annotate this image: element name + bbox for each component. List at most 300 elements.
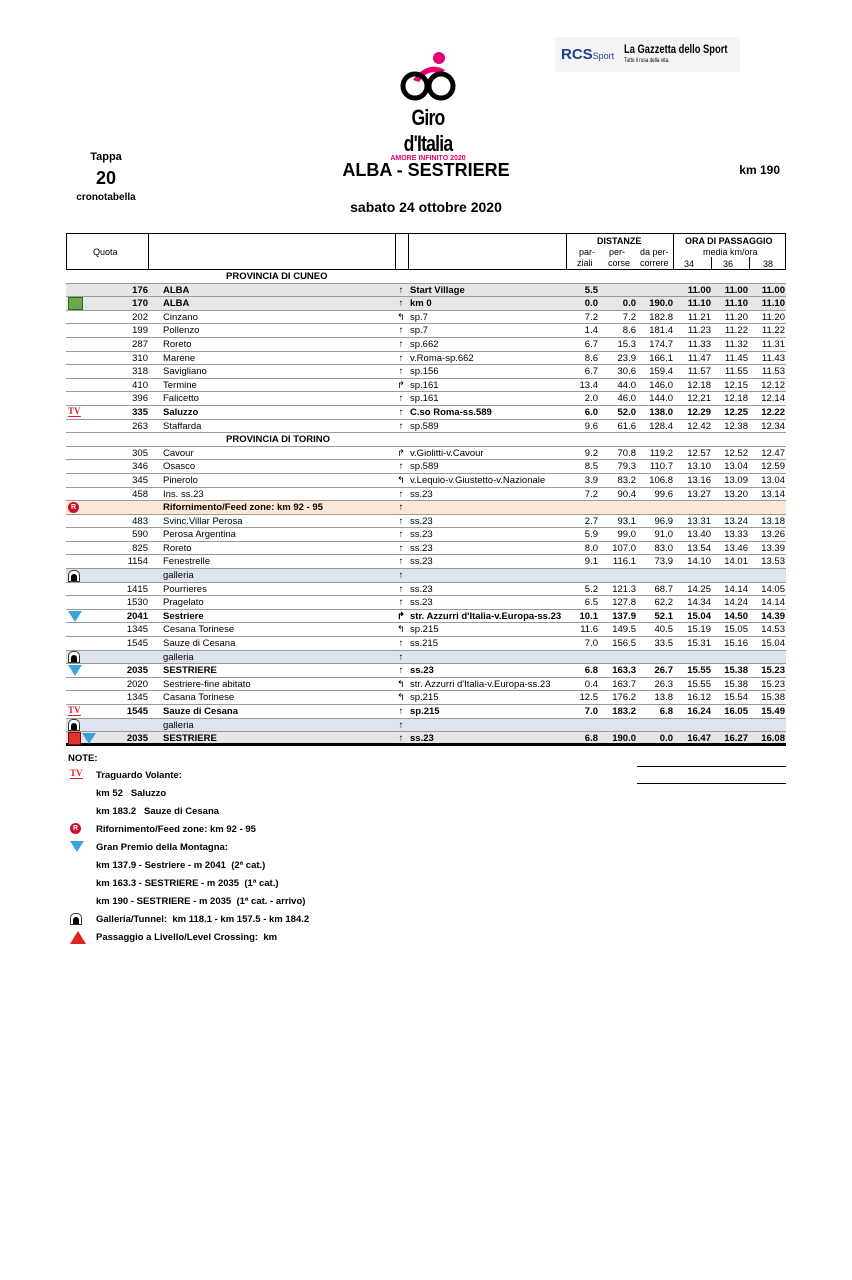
table-row	[66, 637, 786, 651]
km-covered: 107.0	[612, 542, 636, 554]
rcs-sport-logo	[555, 46, 614, 63]
km-partial: 1.4	[584, 325, 598, 337]
time-34: 13.31	[687, 515, 711, 527]
time-34: 11.10	[687, 298, 711, 310]
table-row	[66, 460, 786, 474]
time-34: 11.23	[687, 325, 711, 337]
altitude: 1530	[126, 597, 148, 609]
signature-line	[637, 783, 786, 784]
km-partial: 9.2	[584, 447, 598, 459]
time-34: 13.40	[687, 529, 711, 541]
table-row	[66, 420, 786, 434]
time-38: 13.14	[761, 488, 785, 500]
road: Start Village	[410, 284, 465, 296]
note-item: Gran Premio della Montagna:	[96, 842, 228, 853]
location: Cavour	[163, 447, 194, 459]
road: sp.215	[410, 706, 440, 717]
gazzetta-logo	[624, 43, 727, 67]
km-covered: 23.9	[617, 352, 636, 364]
altitude: 483	[132, 515, 148, 527]
direction-icon: ↰	[397, 624, 405, 636]
km-covered: 156.5	[612, 638, 636, 650]
mountain-prize-icon	[70, 841, 84, 852]
km-remaining: 166.1	[649, 352, 673, 364]
gazzetta-tagline: Tutto il rosa della vita.	[624, 57, 670, 64]
km-remaining: 26.3	[654, 678, 673, 690]
rcs-sub: Sport	[592, 51, 615, 61]
time-34: 11.47	[687, 352, 711, 364]
km-covered: 163.3	[612, 665, 636, 677]
location: Falicetto	[163, 393, 199, 405]
time-34: 16.24	[687, 706, 711, 717]
km-covered: 0.0	[622, 298, 636, 310]
km-partial: 6.5	[584, 597, 598, 609]
tunnel-icon	[68, 651, 80, 663]
altitude: 263	[132, 420, 148, 432]
note-item: Rifornimento/Feed zone: km 92 - 95	[96, 824, 256, 835]
direction-icon: ↑	[398, 542, 404, 554]
km-covered: 137.9	[612, 610, 636, 622]
km-covered: 61.6	[617, 420, 636, 432]
time-36: 11.00	[724, 284, 748, 296]
altitude: 1415	[126, 583, 148, 595]
direction-icon: ↑	[398, 488, 404, 500]
location: galleria	[163, 651, 194, 663]
time-38: 12.22	[761, 406, 785, 418]
altitude: 346	[132, 461, 148, 473]
road: ss.23	[410, 488, 433, 500]
header-quota: Quota	[93, 247, 118, 257]
province-name: PROVINCIA DI TORINO	[226, 434, 330, 446]
table-row	[66, 297, 786, 311]
stage-type: cronotabella	[76, 192, 136, 203]
time-38: 13.26	[761, 529, 785, 541]
altitude: 310	[132, 352, 148, 364]
time-38: 14.53	[761, 624, 785, 636]
note-item: Passaggio a Livello/Level Crossing: km	[96, 932, 278, 943]
table-body	[66, 270, 786, 746]
time-36: 14.50	[724, 610, 748, 622]
time-34: 16.47	[687, 733, 711, 745]
header-dapercorrere-1: da per-	[640, 247, 669, 257]
location: SESTRIERE	[163, 665, 217, 677]
time-34: 15.04	[687, 610, 711, 622]
time-34: 11.00	[687, 284, 711, 296]
road: v.Giolitti-v.Cavour	[410, 447, 484, 459]
location: Savigliano	[163, 366, 207, 378]
direction-icon: ↑	[398, 529, 404, 541]
location: Fenestrelle	[163, 556, 210, 568]
time-36: 13.09	[724, 474, 748, 486]
km-remaining: 33.5	[654, 638, 673, 650]
direction-icon: ↑	[398, 502, 404, 514]
km-covered: 149.5	[612, 624, 636, 636]
km-covered: 52.0	[617, 406, 636, 418]
header-speed-34: 34	[684, 259, 695, 269]
time-38: 12.34	[761, 420, 785, 432]
altitude: 1345	[126, 692, 148, 704]
location: Pragelato	[163, 597, 204, 609]
time-38: 15.38	[761, 692, 785, 704]
table-row	[66, 705, 786, 719]
direction-icon: ↑	[398, 570, 404, 582]
time-38: 15.23	[761, 665, 785, 677]
altitude: 2041	[126, 610, 148, 622]
time-34: 15.55	[687, 678, 711, 690]
location: Roreto	[163, 542, 192, 554]
km-remaining: 68.7	[654, 583, 673, 595]
time-38: 11.20	[761, 311, 785, 323]
altitude: 396	[132, 393, 148, 405]
location: Pollenzo	[163, 325, 200, 337]
road: sp.215	[410, 692, 439, 704]
km-partial: 5.5	[584, 284, 598, 296]
km-remaining: 110.7	[649, 461, 673, 473]
road: ss.23	[410, 597, 433, 609]
notes-title: NOTE:	[68, 753, 98, 764]
altitude: 199	[132, 325, 148, 337]
direction-icon: ↑	[398, 284, 404, 296]
km-remaining: 146.0	[649, 379, 673, 391]
time-36: 15.54	[724, 692, 748, 704]
km-covered: 176.2	[612, 692, 636, 704]
direction-icon: ↰	[397, 678, 405, 690]
table-row	[66, 515, 786, 529]
road: km 0	[410, 298, 432, 310]
location: Roreto	[163, 338, 192, 350]
province-name: PROVINCIA DI CUNEO	[226, 271, 328, 282]
time-36: 11.55	[724, 366, 748, 378]
time-38: 16.08	[761, 733, 785, 745]
table-row	[66, 392, 786, 406]
time-36: 13.04	[724, 461, 748, 473]
location: ALBA	[163, 284, 190, 296]
note-item: km 163.3 - SESTRIERE - m 2035 (1ª cat.)	[96, 878, 279, 889]
table-row	[66, 691, 786, 705]
road: ss.23	[410, 665, 434, 677]
table-row	[66, 338, 786, 352]
tv-icon: TV	[68, 705, 81, 716]
gazzetta-text: La Gazzetta dello Sport	[624, 41, 728, 56]
km-covered: 44.0	[617, 379, 636, 391]
km-partial: 7.0	[584, 638, 598, 650]
location: Sestriere	[163, 610, 204, 622]
km-covered: 183.2	[612, 706, 636, 717]
km-partial: 2.7	[584, 515, 598, 527]
km-partial: 0.4	[584, 678, 598, 690]
road: sp.662	[410, 338, 439, 350]
km-remaining: 13.8	[654, 692, 673, 704]
table-row	[66, 501, 786, 515]
altitude: 335	[132, 406, 148, 418]
km-partial: 13.4	[579, 379, 598, 391]
note-item: Traguardo Volante:	[96, 770, 182, 781]
road: v.Lequio-v.Giustetto-v.Nazionale	[410, 474, 546, 486]
timetable	[66, 233, 786, 746]
direction-icon: ↑	[398, 325, 404, 337]
direction-icon: ↰	[397, 692, 405, 704]
time-36: 15.05	[724, 624, 748, 636]
altitude: 410	[132, 379, 148, 391]
location: Ins. ss.23	[163, 488, 204, 500]
km-remaining: 0.0	[659, 733, 673, 745]
table-row	[66, 352, 786, 366]
table-row	[66, 311, 786, 325]
table-row	[66, 284, 786, 298]
km-covered: 163.7	[612, 678, 636, 690]
km-covered: 46.0	[617, 393, 636, 405]
time-34: 12.57	[687, 447, 711, 459]
time-34: 13.16	[687, 474, 711, 486]
altitude: 1545	[126, 706, 148, 717]
road: C.so Roma-ss.589	[410, 406, 492, 418]
province-header	[66, 270, 786, 284]
road: ss.23	[410, 583, 433, 595]
province-header	[66, 433, 786, 447]
altitude: 1345	[126, 624, 148, 636]
location: Pourrieres	[163, 583, 207, 595]
time-36: 12.18	[724, 393, 748, 405]
time-34: 15.31	[687, 638, 711, 650]
km-partial: 12.5	[579, 692, 598, 704]
time-34: 11.21	[687, 311, 711, 323]
km-remaining: 52.1	[654, 610, 673, 622]
direction-icon: ↱	[397, 379, 405, 391]
time-36: 16.27	[724, 733, 748, 745]
feed-zone-icon: R	[68, 502, 79, 513]
km-partial: 6.8	[584, 733, 598, 745]
table-row	[66, 651, 786, 665]
time-36: 14.24	[724, 597, 748, 609]
time-36: 16.05	[724, 706, 748, 717]
direction-icon: ↑	[398, 651, 404, 663]
km-covered: 79.3	[617, 461, 636, 473]
km-remaining: 40.5	[654, 624, 673, 636]
direction-icon: ↰	[397, 311, 405, 323]
giro-logo	[378, 50, 478, 162]
road: ss.23	[410, 733, 434, 745]
km-remaining: 99.6	[654, 488, 673, 500]
road: sp.7	[410, 325, 428, 337]
road: v.Roma-sp.662	[410, 352, 474, 364]
km-partial: 2.0	[584, 393, 598, 405]
time-36: 12.25	[724, 406, 748, 418]
road: sp.161	[410, 393, 439, 405]
direction-icon: ↑	[398, 420, 404, 432]
km-remaining: 96.9	[654, 515, 673, 527]
header-dapercorrere-2: correre	[640, 258, 669, 268]
km-remaining: 144.0	[649, 393, 673, 405]
time-36: 13.24	[724, 515, 748, 527]
note-item: km 183.2 Sauze di Cesana	[96, 806, 220, 817]
road: sp.161	[410, 379, 439, 391]
location: Saluzzo	[163, 406, 199, 418]
road: str. Azzurri d'Italia-v.Europa-ss.23	[410, 678, 551, 690]
time-34: 12.21	[687, 393, 711, 405]
location: ALBA	[163, 298, 190, 310]
km-remaining: 181.4	[649, 325, 673, 337]
tunnel-icon	[68, 570, 80, 582]
altitude: 345	[132, 474, 148, 486]
km-partial: 8.5	[584, 461, 598, 473]
km-covered: 7.2	[622, 311, 636, 323]
direction-icon: ↑	[398, 638, 404, 650]
time-38: 11.43	[761, 352, 785, 364]
km-partial: 5.2	[584, 583, 598, 595]
direction-icon: ↑	[398, 461, 404, 473]
km-partial: 9.1	[584, 556, 598, 568]
direction-icon: ↑	[398, 338, 404, 350]
altitude: 170	[132, 298, 148, 310]
location: Marene	[163, 352, 196, 364]
km-covered: 30.6	[617, 366, 636, 378]
km-remaining: 119.2	[649, 447, 673, 459]
location: galleria	[163, 719, 194, 731]
km-remaining: 174.7	[649, 338, 673, 350]
km-partial: 8.0	[584, 542, 598, 554]
stage-number: 20	[95, 168, 117, 188]
time-34: 11.57	[687, 366, 711, 378]
road: ss.215	[410, 638, 438, 650]
time-36: 14.01	[724, 556, 748, 568]
table-row	[66, 596, 786, 610]
table-row	[66, 610, 786, 624]
altitude: 1154	[127, 556, 148, 568]
direction-icon: ↱	[397, 447, 405, 459]
time-38: 11.22	[761, 325, 785, 337]
time-38: 11.53	[761, 366, 785, 378]
km-partial: 8.6	[584, 352, 598, 364]
logo-title: Giro d'Italia	[403, 105, 453, 156]
stage-label: Tappa	[90, 151, 122, 163]
altitude: 2035	[126, 733, 148, 745]
location: Sestriere-fine abitato	[163, 678, 251, 690]
location: Cesana Torinese	[163, 624, 235, 636]
location: Cinzano	[163, 311, 198, 323]
time-34: 12.18	[687, 379, 711, 391]
table-row	[66, 488, 786, 502]
km-covered: 116.1	[612, 556, 636, 568]
time-38: 11.00	[761, 284, 785, 296]
road: sp.7	[410, 311, 428, 323]
tunnel-icon	[70, 913, 82, 925]
level-crossing-icon	[70, 931, 86, 944]
time-34: 13.27	[687, 488, 711, 500]
km-partial: 6.7	[584, 366, 598, 378]
altitude: 590	[132, 529, 148, 541]
altitude: 825	[132, 542, 148, 554]
time-34: 12.42	[687, 420, 711, 432]
direction-icon: ↑	[398, 665, 404, 677]
header-speed-38: 38	[763, 259, 774, 269]
direction-icon: ↰	[397, 474, 405, 486]
note-item: km 52 Saluzzo	[96, 788, 167, 799]
time-36: 15.16	[724, 638, 748, 650]
table-row	[66, 623, 786, 637]
direction-icon: ↑	[398, 366, 404, 378]
logo-tagline: AMORE INFINITO 2020	[390, 155, 466, 162]
location: Perosa Argentina	[163, 529, 236, 541]
location: galleria	[163, 570, 194, 582]
time-36: 11.45	[724, 352, 748, 364]
time-36: 11.20	[724, 311, 748, 323]
location: Casana Torinese	[163, 692, 235, 704]
road: sp.156	[410, 366, 439, 378]
km-covered: 8.6	[622, 325, 636, 337]
road: ss.23	[410, 542, 433, 554]
header-ora: ORA DI PASSAGGIO	[685, 236, 773, 246]
km-remaining: 190.0	[649, 298, 673, 310]
time-36: 11.22	[724, 325, 748, 337]
time-38: 15.04	[761, 638, 785, 650]
table-row	[66, 664, 786, 678]
location: Svinc.Villar Perosa	[163, 515, 243, 527]
time-34: 13.54	[687, 542, 711, 554]
road: ss.23	[410, 556, 433, 568]
time-34: 15.55	[687, 665, 711, 677]
time-38: 13.04	[761, 474, 785, 486]
time-36: 15.38	[724, 665, 748, 677]
km-partial: 9.6	[584, 420, 598, 432]
table-row	[66, 678, 786, 692]
direction-icon: ↑	[398, 393, 404, 405]
km-remaining: 6.8	[659, 706, 673, 717]
location: SESTRIERE	[163, 733, 217, 745]
signature-line	[637, 766, 786, 767]
time-38: 12.14	[761, 393, 785, 405]
location: Osasco	[163, 461, 196, 473]
table-row	[66, 324, 786, 338]
km-covered: 70.8	[617, 447, 636, 459]
time-36: 11.32	[724, 338, 748, 350]
table-row	[66, 406, 786, 420]
feed-zone-icon: R	[70, 823, 81, 834]
direction-icon: ↑	[398, 733, 404, 745]
tunnel-icon	[68, 719, 80, 731]
header-distanze: DISTANZE	[597, 236, 642, 246]
km-partial: 3.9	[584, 474, 598, 486]
location: Pinerolo	[163, 474, 198, 486]
km-covered: 99.0	[617, 529, 636, 541]
direction-icon: ↑	[398, 597, 404, 609]
time-38: 14.05	[761, 583, 785, 595]
km-partial: 6.0	[584, 406, 598, 418]
location: Sauze di Cesana	[163, 706, 238, 717]
direction-icon: ↑	[398, 719, 404, 731]
page-title: ALBA - SESTRIERE	[342, 160, 510, 180]
km-partial: 0.0	[584, 298, 598, 310]
km-partial: 5.9	[584, 529, 598, 541]
direction-icon: ↑	[398, 583, 404, 595]
km-partial: 11.6	[580, 624, 598, 636]
time-34: 14.34	[687, 597, 711, 609]
time-36: 13.20	[724, 488, 748, 500]
km-remaining: 73.9	[654, 556, 673, 568]
location: Sauze di Cesana	[163, 638, 236, 650]
km-remaining: 128.4	[649, 420, 673, 432]
km-covered: 121.3	[612, 583, 636, 595]
altitude: 176	[132, 284, 148, 296]
time-38: 15.49	[761, 706, 785, 717]
time-38: 15.23	[761, 678, 785, 690]
stage-date: sabato 24 ottobre 2020	[350, 199, 502, 215]
time-36: 14.14	[724, 583, 748, 595]
header-parziali-1: par-	[579, 247, 596, 257]
header-speed-36: 36	[723, 259, 734, 269]
road: sp.589	[410, 420, 439, 432]
km-covered: 93.1	[617, 515, 636, 527]
km-covered: 83.2	[617, 474, 636, 486]
